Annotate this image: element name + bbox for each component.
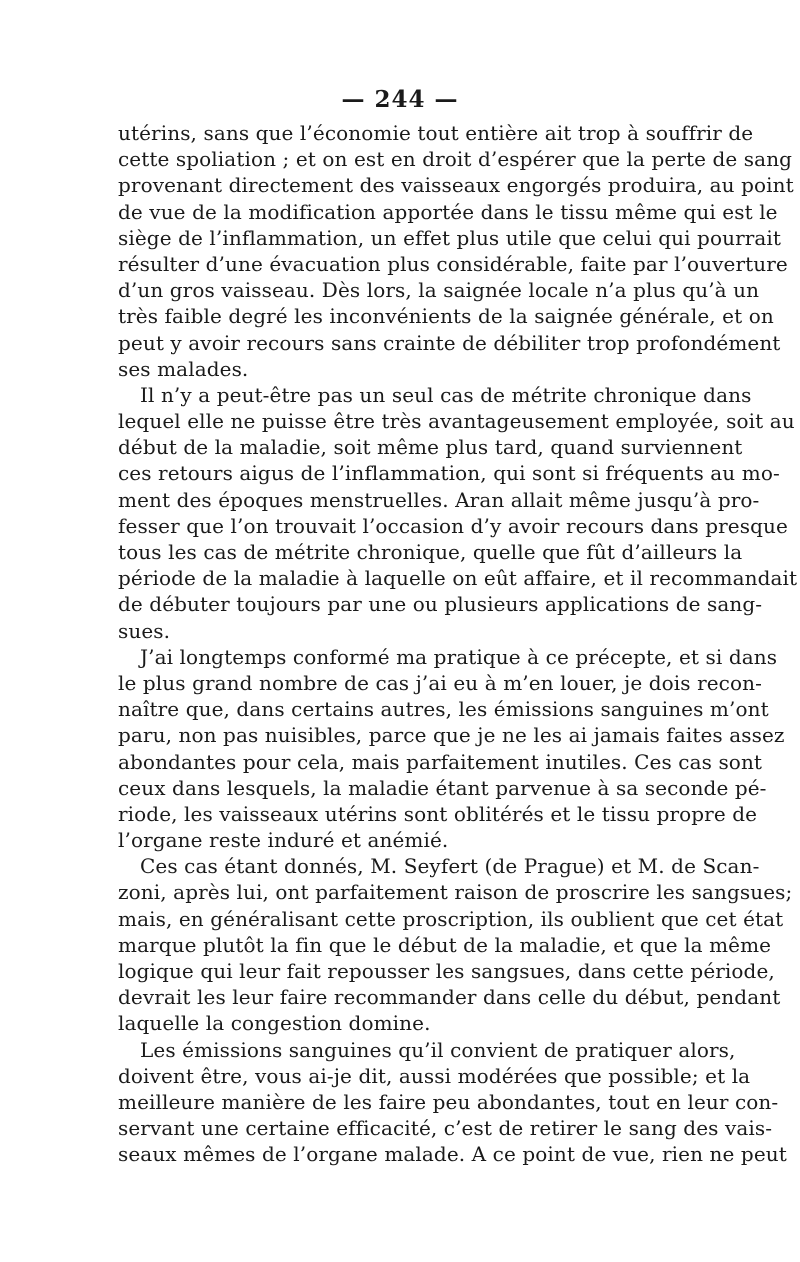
text-line: d’un gros vaisseau. Dès lors, la saignée locale n’a plus qu’à un [118,278,760,303]
text-line: Les émissions sanguines qu’il convient de pratiquer alors, [140,1037,736,1062]
text-line: J’ai longtemps conformé ma pratique à ce précepte, et si dans [140,644,778,669]
text-line: tous les cas de métrite chronique, quelle que fût d’ailleurs la [118,540,743,564]
text-line: de vue de la modification apportée dans le tissu même qui est le [118,199,778,224]
text-line: Il n’y a peut-être pas un seul cas de métrite chronique dans [140,382,752,407]
text-line: marque plutôt la fin que le début de la maladie, et que la même [118,932,772,957]
text-line: siège de l’inflammation, un effet plus utile que celui qui pourrait [118,225,782,250]
text-line: meilleure manière de les faire peu abondantes, tout en leur con- [118,1089,779,1114]
text-line: laquelle la congestion domine. [118,1011,431,1036]
text-line: très faible degré les inconvénients de la saignée générale, et on [118,304,774,329]
text-line: ces retours aigus de l’inflammation, qui sont si fréquents au mo- [118,461,780,486]
text-line: le plus grand nombre de cas j’ai eu à m’en louer, je dois recon- [118,670,762,695]
page-number: — 244 — [341,86,459,113]
text-line: provenant directement des vaisseaux engorgés produira, au point [118,173,794,198]
text-line: l’organe reste induré et anémié. [118,828,449,853]
text-line: logique qui leur fait repousser les sangsues, dans cette période, [118,959,775,983]
text-line: lequel elle ne puisse être très avantageusement employée, soit au [118,409,795,434]
text-line: cette spoliation ; et on est en droit d’espérer que la perte de sang [118,147,793,172]
text-line: ment des époques menstruelles. Aran allait même jusqu’à pro- [118,487,760,512]
text-line: servant une certaine efficacité, c’est de retirer le sang des vais- [118,1116,773,1141]
text-line: doivent être, vous ai-je dit, aussi modérées que possible; et la [118,1063,751,1088]
text-line: de débuter toujours par une ou plusieurs applications de sang- [118,592,763,617]
text-line: ceux dans lesquels, la maladie étant parvenue à sa seconde pé- [118,775,767,800]
text-line: devrait les leur faire recommander dans celle du début, pendant [118,985,781,1010]
text-line: paru, non pas nuisibles, parce que je ne les ai jamais faites assez [118,723,785,748]
text-line: abondantes pour cela, mais parfaitement inutiles. Ces cas sont [118,749,763,774]
text-line: peut y avoir recours sans crainte de débiliter trop profondément [118,330,781,355]
text-line: utérins, sans que l’économie tout entière ait trop à souffrir de [118,121,754,145]
text-line: ses malades. [118,356,249,381]
text-line: début de la maladie, soit même plus tard, quand surviennent [118,435,743,460]
text-line: fesser que l’on trouvait l’occasion d’y avoir recours dans presque [118,513,788,538]
text-line: sues. [118,618,171,643]
text-line: riode, les vaisseaux utérins sont oblitérés et le tissu propre de [118,801,758,826]
text-line: période de la maladie à laquelle on eût affaire, et il recommandait [118,566,798,591]
text-line: résulter d’une évacuation plus considérable, faite par l’ouverture [118,251,788,276]
text-line: Ces cas étant donnés, M. Seyfert (de Prague) et M. de Scan- [140,854,760,879]
text-line: mais, en généralisant cette proscription, ils oublient que cet état [118,906,784,931]
body-text [118,120,798,1168]
text-line: naître que, dans certains autres, les émissions sanguines m’ont [118,697,769,722]
text-line: seaux mêmes de l’organe malade. A ce point de vue, rien ne peut [118,1142,787,1167]
text-line: zoni, après lui, ont parfaitement raison de proscrire les sangsues; [118,880,793,905]
